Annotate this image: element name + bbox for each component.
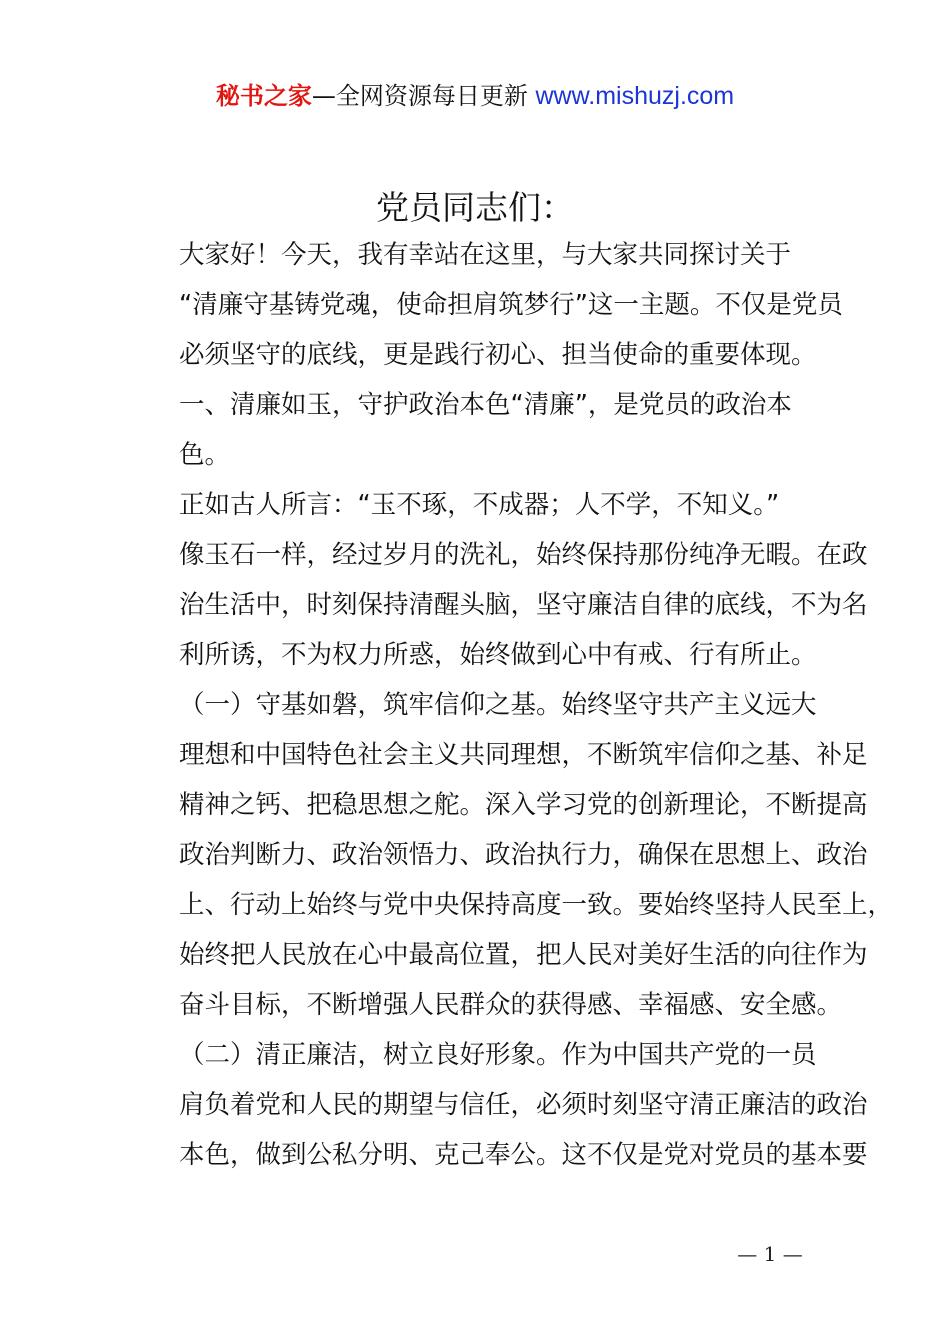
text-line: 正如古人所言：“玉不琢，不成器；人不学，不知义。” [179, 490, 780, 520]
text-line: （二）清正廉洁，树立良好形象。作为中国共产党的一员 [179, 1040, 817, 1070]
text-line: （一）守基如磐，筑牢信仰之基。始终坚守共产主义远大 [179, 690, 817, 720]
site-header [0, 78, 950, 114]
text-line: 始终把人民放在心中最高位置，把人民对美好生活的向往作为 [179, 940, 868, 970]
text-line: 本色，做到公私分明、克己奉公。这不仅是党对党员的基本要 [179, 1140, 868, 1170]
text-line: 大家好！今天，我有幸站在这里，与大家共同探讨关于 [179, 240, 792, 270]
paragraph-section-one-heading [128, 380, 830, 480]
site-url-link[interactable]: www.mishuzj.com [535, 82, 735, 110]
text-line: “清廉守基铸党魂，使命担肩筑梦行”这一主题。不仅是党员 [179, 290, 843, 320]
text-line: 一、清廉如玉，守护政治本色“清廉”，是党员的政治本 [179, 390, 792, 420]
text-line: 上、行动上始终与党中央保持高度一致。要始终坚持人民至上， [179, 890, 894, 920]
document-title: 党员同志们： [376, 188, 574, 227]
text-line: 肩负着党和人民的期望与信任，必须时刻坚守清正廉洁的政治 [179, 1090, 868, 1120]
paragraph-subsection-two [128, 1030, 868, 1180]
paragraph-greeting [128, 230, 843, 380]
site-brand: 秘书之家 [215, 82, 312, 110]
site-tagline: —全网资源每日更新 [311, 82, 528, 110]
page-number: — 1 — [737, 1242, 803, 1266]
text-line: 政治判断力、政治领悟力、政治执行力，确保在思想上、政治 [179, 840, 868, 870]
text-line: 治生活中，时刻保持清醒头脑，坚守廉洁自律的底线，不为名 [179, 590, 868, 620]
text-line: 利所诱，不为权力所惑，始终做到心中有戒、行有所止。 [179, 640, 817, 670]
text-line: 色。 [179, 440, 231, 470]
text-line: 奋斗目标，不断增强人民群众的获得感、幸福感、安全感。 [179, 990, 843, 1020]
paragraph-quote [128, 480, 868, 680]
text-line: 精神之钙、把稳思想之舵。深入学习党的创新理论，不断提高 [179, 790, 868, 820]
text-line: 必须坚守的底线，更是践行初心、担当使命的重要体现。 [179, 340, 817, 370]
document-body [128, 230, 894, 1180]
text-line: 像玉石一样，经过岁月的洗礼，始终保持那份纯净无暇。在政 [179, 540, 868, 570]
text-line: 理想和中国特色社会主义共同理想，不断筑牢信仰之基、补足 [179, 740, 868, 770]
paragraph-subsection-one [128, 680, 894, 1030]
